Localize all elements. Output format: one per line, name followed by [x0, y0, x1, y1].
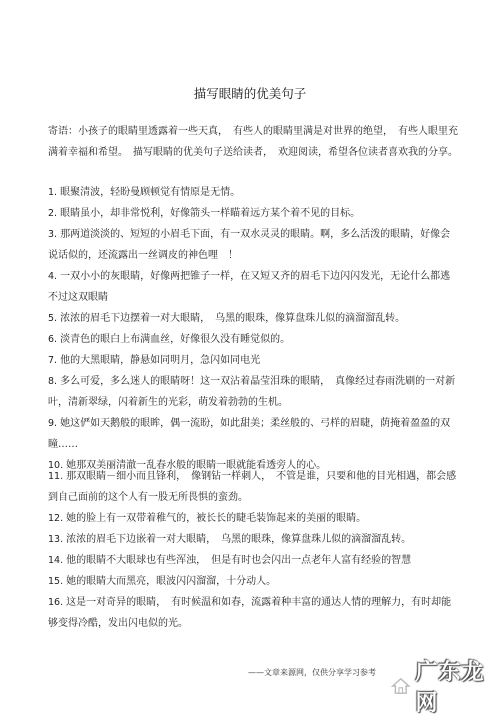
item-text: 她这俨如天鹅般的眼眸，偶一流盼，如此甜美；柔丝般的、弓样的眉睫，荫掩着盈盈的双瞳……	[48, 418, 451, 450]
watermark-text: 广东龙网	[415, 660, 485, 716]
list-item	[48, 508, 460, 529]
item-text: 他的大黑眼睛，静悬如同明月，急闪如同电光	[60, 355, 261, 366]
item-number: 3.	[48, 229, 58, 240]
item-text: 浓浓的眉毛下边摆着一对大眼睛， 乌黑的眼珠，像算盘珠儿似的滴溜溜乱转。	[60, 313, 406, 324]
item-number: 10.	[48, 460, 64, 471]
intro-paragraph: 寄语：小孩子的眼睛里透露着一些天真， 有些人的眼睛里满是对世界的绝望， 有些人眼里充满着幸福和希望。 描写眼睛的优美句子送给读者， 欢迎阅读，希望各位读者喜欢我的分享。	[48, 126, 458, 158]
list-item	[48, 529, 460, 550]
item-number: 13.	[48, 534, 64, 545]
list-item	[48, 266, 460, 308]
item-number: 8.	[48, 376, 58, 387]
item-number: 11.	[48, 471, 64, 482]
item-number: 4.	[48, 271, 58, 282]
sentence-list-part2	[48, 466, 460, 634]
item-text: 那两道淡淡的、短短的小眉毛下面，有一双水灵灵的眼睛。啊，多么活泼的眼睛，好像会说话似的，还流露出一丝调皮的神色哩 ！	[48, 229, 451, 261]
item-text: 这是一对奇异的眼睛， 有时候温和如春，流露着种丰富的通达人情的理解力，有时却能够变得冷酷，发出闪电似的光。	[48, 597, 452, 629]
item-text: 淡青色的眼白上布满血丝，好像很久没有睡觉似的。	[60, 334, 291, 345]
list-item	[48, 203, 460, 224]
list-item	[48, 224, 460, 266]
list-item	[48, 371, 460, 413]
page-title: 描写眼睛的优美句子	[193, 86, 307, 101]
list-item	[48, 592, 460, 634]
item-text: 一双小小的灰眼睛，好像两把锥子一样，在又短又齐的眉毛下边闪闪发光，无论什么都逃不过这双眼睛	[48, 271, 451, 303]
list-item	[48, 350, 460, 371]
item-number: 12.	[48, 513, 64, 524]
source-footer: ——文章来源网，仅供分享学习参考	[248, 668, 376, 677]
item-text: 多么可爱，多么迷人的眼睛呀！这一双沾着晶莹泪珠的眼睛， 真像经过春雨洗刷的一对新叶，清新翠绿，闪着新生的光彩，萌发着勃勃的生机。	[48, 376, 456, 408]
item-text: 她的眼睛大而黑亮，眼波闪闪溜溜，十分动人。	[66, 576, 277, 587]
list-item	[48, 329, 460, 350]
list-item	[48, 308, 460, 329]
item-number: 6.	[48, 334, 58, 345]
item-number: 2.	[48, 208, 58, 219]
item-text: 她那双美丽清澈一乱春水般的眼睛一眼就能看透旁人的心。	[66, 460, 327, 471]
item-text: 她的脸上有一双带着稚气的，被长长的睫毛装饰起来的美丽的眼睛。	[66, 513, 367, 524]
list-item	[48, 413, 460, 455]
item-text: 眼聚清波，轻盼曼顾顿觉有情原是无情。	[60, 187, 241, 198]
item-number: 5.	[48, 313, 58, 324]
item-number: 14.	[48, 555, 64, 566]
list-item	[48, 182, 460, 203]
item-text: 他的眼睛不大眼球也有些浑浊， 但是有时也会闪出一点老年人富有经验的智慧	[66, 555, 412, 566]
list-item	[48, 466, 460, 508]
item-text: 眼睛虽小，却非常悦利，好像箭头一样瞄着远方某个着不见的目标。	[60, 208, 361, 219]
item-text: 浓浓的眉毛下边嵌着一对大眼睛， 乌黑的眼珠，像算盘珠儿似的滴溜溜乱转。	[66, 534, 412, 545]
item-number: 15.	[48, 576, 64, 587]
list-item	[48, 550, 460, 571]
site-watermark	[390, 660, 498, 716]
list-item	[48, 571, 460, 592]
item-number: 9.	[48, 418, 58, 429]
house-logo-icon	[390, 674, 412, 698]
item-number: 16.	[48, 597, 64, 608]
item-number: 1.	[48, 187, 58, 198]
sentence-list-part1	[48, 182, 460, 476]
item-text: 那双眼睛－细小而且锋利， 像钢钻一样刺人， 不管是谁，只要和他的目光相遇，都会感到自己面前的这个人有一股无所畏惧的蛮劲。	[48, 471, 457, 503]
item-number: 7.	[48, 355, 58, 366]
